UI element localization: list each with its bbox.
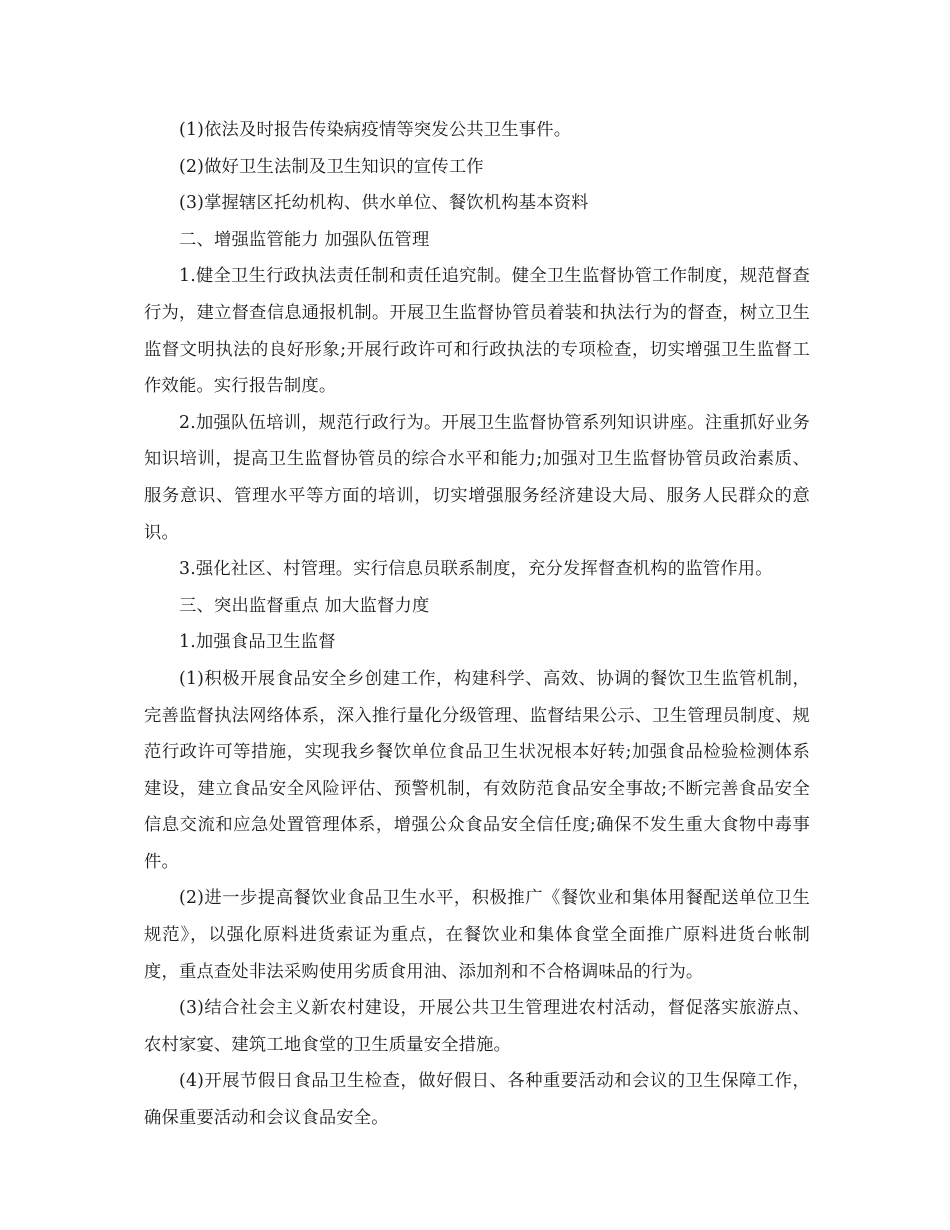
paragraph: 3.强化社区、村管理。实行信息员联系制度，充分发挥督查机构的监管作用。 (179, 559, 773, 580)
section-heading: 二、增强监管能力 加强队伍管理 (179, 229, 430, 250)
list-item: (2)做好卫生法制及卫生知识的宣传工作 (179, 156, 484, 177)
list-item: (1)依法及时报告传染病疫情等突发公共卫生事件。 (179, 120, 572, 140)
paragraph: (3)结合社会主义新农村建设，开展公共卫生管理进农村活动，督促落实旅游点、农村家宴、建筑工地食堂的卫生质量安全措施。 (144, 998, 810, 1055)
paragraph: (2)进一步提高餐饮业食品卫生水平，积极推广《餐饮业和集体用餐配送单位卫生规范》，以强化原料进货索证为重点，在餐饮业和集体食堂全面推广原料进货台帐制度，重点查处非法采购使用劣质食用油、添加剂和不合格调味品的行为。 (144, 888, 810, 982)
subsection-heading: 1.加强食品卫生监督 (179, 632, 336, 653)
paragraph: 2.加强队伍培训，规范行政行为。开展卫生监督协管系列知识讲座。注重抓好业务知识培训，提高卫生监督协管员的综合水平和能力;加强对卫生监督协管员政治素质、服务意识、管理水平等方面的培训，切实增强服务经济建设大局、服务人民群众的意识。 (144, 412, 810, 543)
paragraph: (4)开展节假日食品卫生检查，做好假日、各种重要活动和会议的卫生保障工作，确保重要活动和会议食品安全。 (144, 1071, 810, 1129)
paragraph: (1)积极开展食品安全乡创建工作，构建科学、高效、协调的餐饮卫生监管机制，完善监督执法网络体系，深入推行量化分级管理、监督结果公示、卫生管理员制度、规范行政许可等措施，实现我乡餐饮单位食品卫生状况根本好转;加强食品检验检测体系建设，建立食品安全风险评估、预警机制，有效防范食品安全事故;不断完善食品安全信息交流和应急处置管理体系，增强公众食品安全信任度;确保不发生重大食物中毒事件。 (144, 668, 810, 872)
document-body (144, 112, 810, 1137)
paragraph: 1.健全卫生行政执法责任制和责任追究制。健全卫生监督协管工作制度，规范督查行为，建立督查信息通报机制。开展卫生监督协管员着装和执法行为的督查，树立卫生监督文明执法的良好形象;开展行政许可和行政执法的专项检查，切实增强卫生监督工作效能。实行报告制度。 (144, 266, 810, 397)
list-item: (3)掌握辖区托幼机构、供水单位、餐饮机构基本资料 (179, 193, 589, 214)
section-heading: 三、突出监督重点 加大监督力度 (179, 595, 430, 616)
